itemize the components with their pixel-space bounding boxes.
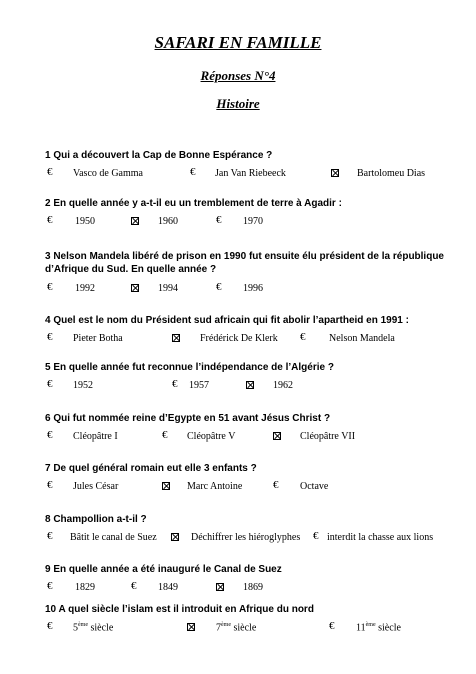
checked-box-icon[interactable] (216, 583, 224, 591)
answer-option: Cléopâtre VII (300, 431, 356, 442)
question-text: 8 Champollion a-t-il ? (45, 514, 147, 525)
unchecked-bullet-icon[interactable]: € (47, 479, 53, 491)
unchecked-bullet-icon[interactable]: € (47, 331, 53, 343)
checked-box-icon[interactable] (187, 623, 195, 631)
answer-option: 1869 (243, 582, 263, 593)
answer-option: Jan Van Riebeeck (215, 168, 286, 179)
ordinal-number: 7 (216, 622, 221, 634)
checked-box-icon[interactable] (331, 169, 339, 177)
unchecked-bullet-icon[interactable]: € (172, 378, 178, 390)
unchecked-bullet-icon[interactable]: € (47, 530, 53, 542)
question-text: 6 Qui fut nommée reine d’Egypte en 51 avant Jésus Christ ? (45, 413, 331, 424)
answer-option: 1952 (73, 380, 93, 391)
unchecked-bullet-icon[interactable]: € (313, 530, 319, 542)
page-title: SAFARI EN FAMILLE (154, 33, 322, 52)
page-subtitle: Réponses N°4 (200, 68, 276, 83)
ordinal-suffix: ème (221, 622, 231, 628)
answer-option: interdit la chasse aux lions (327, 532, 434, 543)
unchecked-bullet-icon[interactable]: € (47, 580, 53, 592)
answer-option: Cléopâtre V (187, 431, 236, 442)
unchecked-bullet-icon[interactable]: € (47, 166, 53, 178)
question-text: 5 En quelle année fut reconnue l’indépendance de l’Algérie ? (45, 362, 334, 373)
answer-option: 1992 (75, 283, 95, 294)
answer-option (216, 622, 256, 633)
unchecked-bullet-icon[interactable]: € (216, 281, 222, 293)
ordinal-suffix: ème (78, 622, 88, 628)
answer-option: Frédérick De Klerk (200, 333, 278, 344)
answer-option: Vasco de Gamma (73, 168, 143, 179)
question-text: 9 En quelle année a été inauguré le Canal de Suez (45, 564, 282, 575)
checked-box-icon[interactable] (171, 533, 179, 541)
checked-box-icon[interactable] (172, 334, 180, 342)
answer-option: Jules César (73, 481, 119, 492)
checked-box-icon[interactable] (273, 432, 281, 440)
answer-option (73, 622, 113, 633)
question-text: 2 En quelle année y a-t-il eu un tremblement de terre à Agadir : (45, 198, 342, 209)
unchecked-bullet-icon[interactable]: € (47, 214, 53, 226)
answer-option: Nelson Mandela (329, 333, 395, 344)
answer-option: Octave (300, 481, 329, 492)
answer-option: Cléopâtre I (73, 431, 118, 442)
ordinal-number: 11 (356, 622, 366, 634)
unchecked-bullet-icon[interactable]: € (131, 580, 137, 592)
answer-option: Déchiffrer les hiéroglyphes (191, 532, 301, 543)
answer-option (356, 622, 401, 633)
answer-option: 1950 (75, 216, 95, 227)
question-text: 7 De quel général romain eut elle 3 enfants ? (45, 463, 257, 474)
answer-option: Pieter Botha (73, 333, 123, 344)
answer-option: Marc Antoine (187, 481, 243, 492)
unchecked-bullet-icon[interactable]: € (216, 214, 222, 226)
ordinal-word: siècle (88, 622, 114, 634)
unchecked-bullet-icon[interactable]: € (47, 429, 53, 441)
unchecked-bullet-icon[interactable]: € (273, 479, 279, 491)
answer-option: 1849 (158, 582, 178, 593)
answer-option: 1996 (243, 283, 263, 294)
ordinal-number: 5 (73, 622, 78, 634)
unchecked-bullet-icon[interactable]: € (190, 166, 196, 178)
checked-box-icon[interactable] (162, 482, 170, 490)
answer-option: Bâtit le canal de Suez (70, 532, 157, 543)
question-text: 10 A quel siècle l’islam est il introduit en Afrique du nord (45, 604, 314, 615)
answer-option: 1957 (189, 380, 209, 391)
ordinal-suffix: ème (365, 622, 376, 628)
answer-option: Bartolomeu Dias (357, 168, 426, 179)
ordinal-word: siècle (231, 622, 257, 634)
unchecked-bullet-icon[interactable]: € (47, 620, 53, 632)
checked-box-icon[interactable] (131, 284, 139, 292)
checked-box-icon[interactable] (246, 381, 254, 389)
ordinal-word: siècle (375, 622, 401, 634)
question-text: 4 Quel est le nom du Président sud africain qui fit abolir l’apartheid en 1991 : (45, 315, 409, 326)
unchecked-bullet-icon[interactable]: € (47, 378, 53, 390)
answer-option: 1994 (158, 283, 178, 294)
unchecked-bullet-icon[interactable]: € (300, 331, 306, 343)
category-title: Histoire (216, 96, 260, 111)
question-text: 3 Nelson Mandela libéré de prison en 1990 fut ensuite élu président de la république d’Afrique du Sud. En quelle année ? (45, 251, 444, 275)
answer-option: 1970 (243, 216, 263, 227)
answer-option: 1829 (75, 582, 95, 593)
unchecked-bullet-icon[interactable]: € (329, 620, 335, 632)
checked-box-icon[interactable] (131, 217, 139, 225)
answer-option: 1962 (273, 380, 293, 391)
unchecked-bullet-icon[interactable]: € (47, 281, 53, 293)
question-text: 1 Qui a découvert la Cap de Bonne Espérance ? (45, 150, 273, 161)
answer-option: 1960 (158, 216, 178, 227)
unchecked-bullet-icon[interactable]: € (162, 429, 168, 441)
